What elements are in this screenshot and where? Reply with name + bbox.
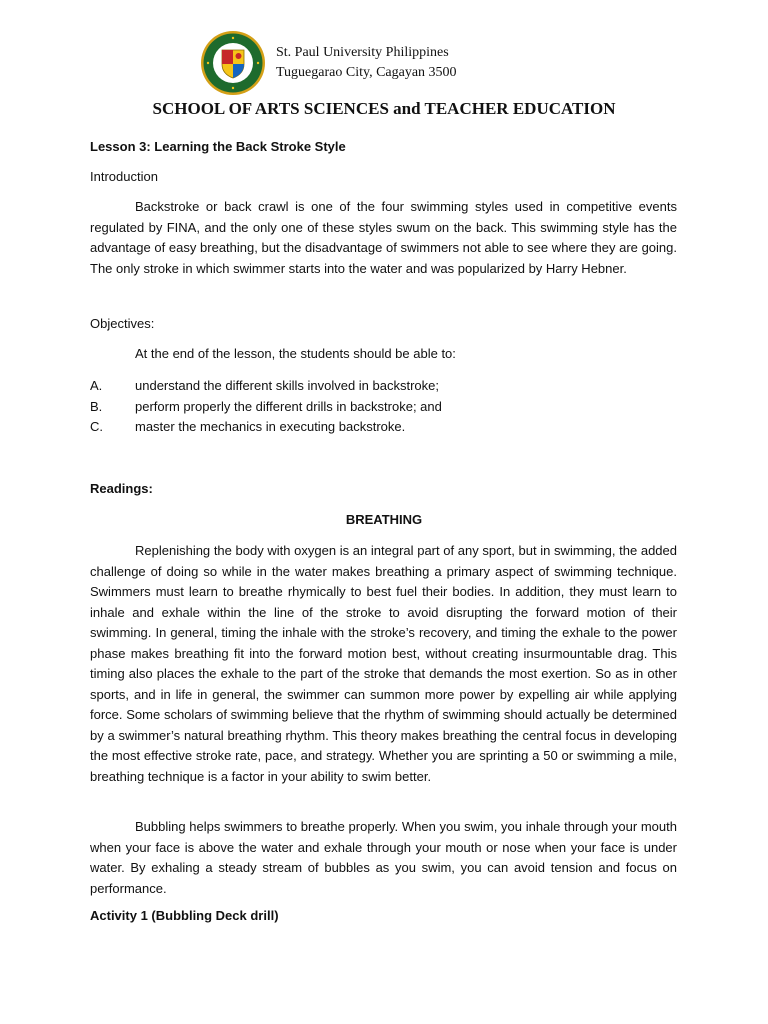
- list-item-text: master the mechanics in executing backstroke.: [135, 419, 406, 434]
- section-title: BREATHING: [345, 512, 423, 527]
- list-marker: C.: [90, 419, 103, 434]
- introduction-heading: Introduction: [90, 169, 158, 184]
- list-item-text: understand the different skills involved in backstroke;: [135, 378, 439, 393]
- list-marker: A.: [90, 378, 103, 393]
- activity-heading: Activity 1 (Bubbling Deck drill): [90, 908, 279, 923]
- school-title: SCHOOL OF ARTS SCIENCES and TEACHER EDUCATION: [152, 99, 616, 118]
- lesson-title: Lesson 3: Learning the Back Stroke Style: [90, 139, 346, 154]
- university-address: Tuguegarao City, Cagayan 3500: [276, 65, 457, 80]
- list-item: [90, 397, 442, 418]
- breathing-paragraph-1: [90, 541, 677, 787]
- list-item-text: perform properly the different drills in backstroke; and: [135, 398, 442, 414]
- objectives-lead: At the end of the lesson, the students should be able to:: [135, 346, 456, 361]
- breathing-text-1: Replenishing the body with oxygen is an integral part of any sport, but in swimming, the added challenge of doing so while in the water makes breathing a primary aspect of swimming technique. Swimmers must learn to breathe rhymically to best fuel their bodies. In addition, they must learn to inhale and exhale within the line of the stroke to avoid disrupting the forward motion of their swimming. In general, timing the inhale with the stroke’s recovery, and timing the exhale to the power phase makes breathing fit into the forward motion best, without creating insurmountable drag. This timing also places the exhale to the part of the stroke that demands the most exertion. So as in other sports, and in life in general, the swimmer can summon more power by expelling air while applying force. Some scholars of swimming believe that the rhythm of swimming should actually be determined by a swimmer’s natural breathing rhythm. This theory makes breathing the central focus in developing the most effective stroke rate, pace, and strategy. Whether you are sprinting a 50 or swimming a mile, breathing technique is a factor in your ability to swim better.: [90, 543, 677, 784]
- breathing-text-2: Bubbling helps swimmers to breathe properly. When you swim, you inhale through your mouth when your face is above the water and exhale through your mouth or nose when your face is under water. By exhaling a steady stream of bubbles as you swim, you can avoid tension and focus on performance.: [90, 819, 677, 896]
- readings-heading: Readings:: [90, 481, 153, 496]
- breathing-paragraph-2: [90, 817, 677, 899]
- university-name: St. Paul University Philippines: [276, 45, 449, 60]
- objectives-heading: Objectives:: [90, 316, 155, 331]
- introduction-paragraph: [90, 197, 677, 279]
- list-item: [90, 376, 442, 397]
- list-item: [90, 417, 442, 438]
- objectives-list: [90, 376, 442, 438]
- university-seal-icon: [200, 30, 266, 96]
- list-marker: B.: [90, 398, 103, 414]
- letterhead: [200, 30, 680, 96]
- introduction-text: Backstroke or back crawl is one of the four swimming styles used in competitive events regulated by FINA, and the only one of these styles swum on the back. This swimming style has the advantage of easy breathing, but the disadvantage of swimmers not able to see where they are going. The only stroke in which swimmer starts into the water and was popularized by Harry Hebner.: [90, 199, 677, 276]
